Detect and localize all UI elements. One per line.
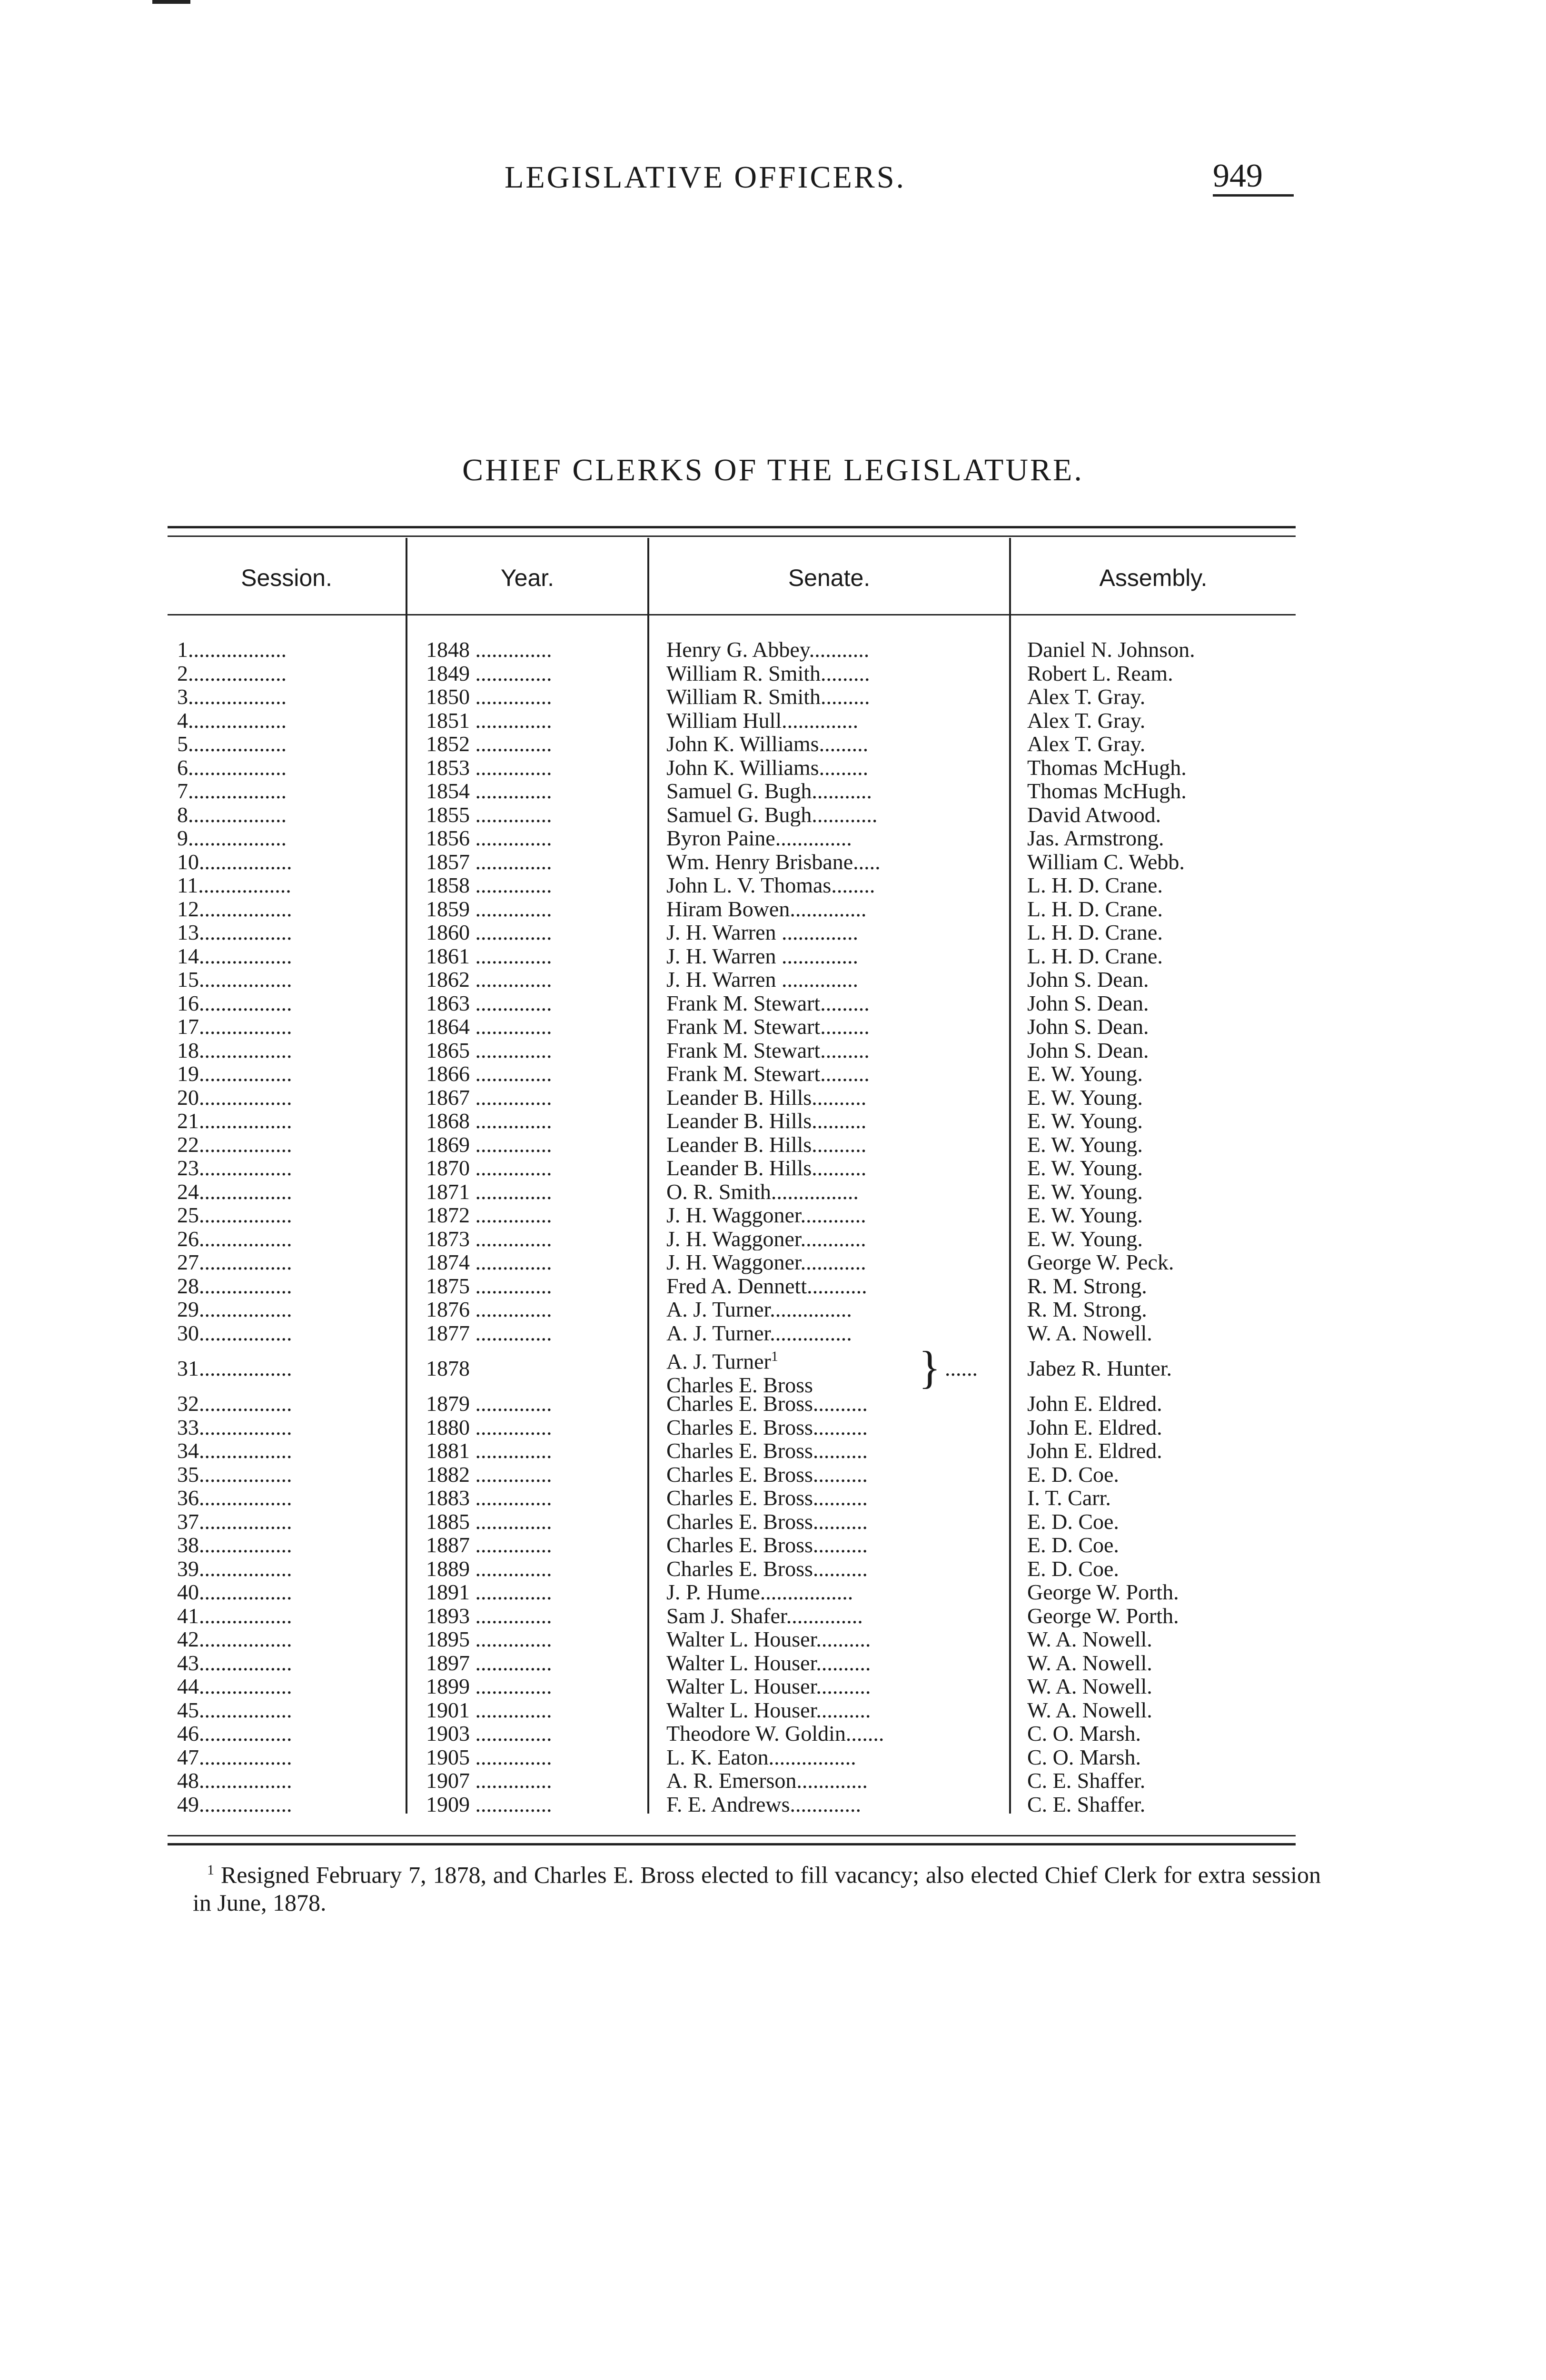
senate-cell: J. H. Warren .............. [666,921,858,944]
senate-cell: Frank M. Stewart......... [666,1062,870,1086]
assembly-cell: Alex T. Gray. [1027,732,1146,756]
session-cell: 12................. [177,897,292,921]
footnote [193,1856,1321,1916]
session-cell: 33................. [177,1415,292,1439]
year-cell: 1851 .............. [426,708,552,732]
assembly-cell: L. H. D. Crane. [1027,873,1163,897]
header-bottom-rule [168,614,1296,615]
year-cell: 1862 .............. [426,968,552,992]
assembly-cell: W. A. Nowell. [1027,1627,1152,1651]
senate-cell: Byron Paine.............. [666,826,852,850]
senate-cell: O. R. Smith................ [666,1180,859,1203]
assembly-cell: E. D. Coe. [1027,1509,1119,1533]
senate-cell: Wm. Henry Brisbane..... [666,850,881,873]
table-row [0,850,1546,874]
table-row [0,803,1546,827]
session-cell: 20................. [177,1085,292,1109]
assembly-cell: Daniel N. Johnson. [1027,638,1195,662]
session-cell: 1.................. [177,638,287,662]
table-row [0,992,1546,1015]
year-cell: 1875 .............. [426,1274,552,1298]
senate-cell: Fred A. Dennett........... [666,1274,867,1298]
assembly-cell: E. D. Coe. [1027,1533,1119,1557]
assembly-cell: Alex T. Gray. [1027,685,1146,709]
senate-cell: Leander B. Hills.......... [666,1085,867,1109]
senate-cell: F. E. Andrews............. [666,1792,862,1816]
table-row [0,1039,1546,1062]
year-cell: 1866 .............. [426,1062,552,1086]
assembly-cell: George W. Porth. [1027,1580,1179,1604]
year-cell: 1872 .............. [426,1203,552,1227]
table-row [0,1203,1546,1227]
senate-cell: Charles E. Bross.......... [666,1509,868,1533]
assembly-cell: L. H. D. Crane. [1027,921,1163,944]
session-cell: 48................. [177,1769,292,1793]
table-bottom-rule [168,1835,1296,1836]
senate-name-2: Charles E. Bross [666,1372,813,1397]
senate-cell: Walter L. Houser.......... [666,1651,871,1675]
session-cell: 46................. [177,1722,292,1745]
year-cell: 1850 .............. [426,685,552,709]
assembly-cell: E. W. Young. [1027,1132,1143,1156]
year-cell: 1869 .............. [426,1132,552,1156]
assembly-cell: John E. Eldred. [1027,1415,1162,1439]
senate-cell: Leander B. Hills.......... [666,1109,867,1133]
table-title: CHIEF CLERKS OF THE LEGISLATURE. [462,453,1084,487]
senate-cell: William R. Smith......... [666,685,870,709]
year-cell: 1909 .............. [426,1792,552,1816]
year-cell: 1861 .............. [426,944,552,968]
session-cell: 34................. [177,1439,292,1463]
top-margin-mark [152,0,190,4]
senate-cell: Walter L. Houser.......... [666,1698,871,1722]
session-cell: 47................. [177,1745,292,1769]
table-top-rule-2 [168,536,1296,537]
assembly-cell: E. D. Coe. [1027,1557,1119,1580]
assembly-cell: L. H. D. Crane. [1027,897,1163,921]
year-cell: 1865 .............. [426,1038,552,1062]
year-cell: 1889 .............. [426,1557,552,1580]
year-cell: 1903 .............. [426,1722,552,1745]
table-row [0,1227,1546,1251]
table-row [0,1321,1546,1345]
leader-dots: ...... [945,1356,978,1380]
session-cell: 29................. [177,1298,292,1321]
year-cell: 1848 .............. [426,638,552,662]
senate-cell: J. H. Warren .............. [666,968,858,992]
session-cell: 28................. [177,1274,292,1298]
assembly-cell: John S. Dean. [1027,1015,1149,1039]
session-cell: 24................. [177,1180,292,1203]
senate-cell: Charles E. Bross.......... [666,1462,868,1486]
senate-cell: Theodore W. Goldin....... [666,1722,884,1745]
year-cell: 1883 .............. [426,1486,552,1510]
year-cell: 1907 .............. [426,1769,552,1793]
column-header-senate: Senate. [788,565,871,591]
senate-cell: Frank M. Stewart......... [666,1038,870,1062]
year-cell: 1852 .............. [426,732,552,756]
session-cell: 37................. [177,1509,292,1533]
assembly-cell: C. O. Marsh. [1027,1745,1141,1769]
senate-cell: John L. V. Thomas........ [666,873,875,897]
session-cell: 49................. [177,1792,292,1816]
assembly-cell: John S. Dean. [1027,991,1149,1015]
year-cell: 1856 .............. [426,826,552,850]
senate-cell: Frank M. Stewart......... [666,1015,870,1039]
assembly-cell: C. E. Shaffer. [1027,1792,1146,1816]
assembly-cell: John S. Dean. [1027,968,1149,992]
table-row [0,662,1546,685]
year-cell: 1882 .............. [426,1462,552,1486]
table-row [0,944,1546,968]
table-bottom-rule-2 [168,1843,1296,1845]
assembly-cell: David Atwood. [1027,803,1161,826]
senate-cell: A. J. Turner............... [666,1298,852,1321]
senate-cell: J. P. Hume................. [666,1580,853,1604]
senate-cell: A. J. Turner............... [666,1321,852,1345]
year-cell: 1871 .............. [426,1180,552,1203]
senate-cell: Samuel G. Bugh............ [666,803,878,826]
year-cell: 1893 .............. [426,1604,552,1627]
column-header-session: Session. [241,565,332,591]
senate-cell: Leander B. Hills.......... [666,1132,867,1156]
year-cell: 1877 .............. [426,1321,552,1345]
assembly-cell: W. A. Nowell. [1027,1321,1152,1345]
page-number: 949 [1213,158,1263,194]
year-cell: 1855 .............. [426,803,552,826]
assembly-cell: E. W. Young. [1027,1203,1143,1227]
table-row [0,1463,1546,1487]
assembly-cell: Thomas McHugh. [1027,755,1187,779]
table-row [0,1745,1546,1769]
footnote-reference: 1 [771,1349,778,1364]
senate-cell: Hiram Bowen.............. [666,897,867,921]
session-cell: 41................. [177,1604,292,1627]
session-cell: 7.................. [177,779,287,803]
session-cell: 14................. [177,944,292,968]
senate-cell: Frank M. Stewart......... [666,991,870,1015]
year-cell: 1895 .............. [426,1627,552,1651]
senate-cell: A. R. Emerson............. [666,1769,868,1793]
senate-cell: Charles E. Bross.......... [666,1439,868,1463]
assembly-cell: E. W. Young. [1027,1085,1143,1109]
column-header-assembly: Assembly. [1099,565,1208,591]
year-cell: 1901 .............. [426,1698,552,1722]
table-row [0,873,1546,897]
table-row [0,732,1546,756]
session-cell: 38................. [177,1533,292,1557]
assembly-cell: George W. Porth. [1027,1604,1179,1627]
year-cell: 1863 .............. [426,991,552,1015]
senate-name: A. J. Turner [666,1349,771,1374]
session-cell: 9.................. [177,826,287,850]
year-cell: 1858 .............. [426,873,552,897]
senate-cell: William R. Smith......... [666,661,870,685]
year-cell: 1870 .............. [426,1156,552,1180]
session-cell: 30................. [177,1321,292,1345]
session-cell: 18................. [177,1038,292,1062]
session-cell: 11................. [177,873,291,897]
session-cell: 26................. [177,1227,292,1250]
table-row [0,1416,1546,1439]
assembly-cell: W. A. Nowell. [1027,1651,1152,1675]
session-cell: 8.................. [177,803,287,826]
senate-cell: William Hull.............. [666,708,859,732]
year-cell: 1864 .............. [426,1015,552,1039]
assembly-cell: Jas. Armstrong. [1027,826,1164,850]
session-cell: 2.................. [177,661,287,685]
table-row [0,1298,1546,1321]
session-cell: 39................. [177,1557,292,1580]
assembly-cell: C. O. Marsh. [1027,1722,1141,1745]
table-row [0,1510,1546,1534]
senate-cell: Charles E. Bross.......... [666,1415,868,1439]
table-row [0,1675,1546,1698]
table-row [0,1274,1546,1298]
year-cell: 1876 .............. [426,1298,552,1321]
year-cell: 1867 .............. [426,1085,552,1109]
assembly-cell: I. T. Carr. [1027,1486,1111,1510]
assembly-cell: E. W. Young. [1027,1227,1143,1250]
assembly-cell: E. W. Young. [1027,1156,1143,1180]
table-row [0,1604,1546,1628]
senate-cell: L. K. Eaton................ [666,1745,856,1769]
year-cell: 1881 .............. [426,1439,552,1463]
session-cell: 23................. [177,1156,292,1180]
year-cell: 1905 .............. [426,1745,552,1769]
table-row [0,1651,1546,1675]
assembly-cell: R. M. Strong. [1027,1298,1147,1321]
session-cell: 44................. [177,1675,292,1698]
assembly-cell: E. W. Young. [1027,1062,1143,1086]
year-cell: 1873 .............. [426,1227,552,1250]
senate-cell: J. H. Warren .............. [666,944,858,968]
year-cell: 1874 .............. [426,1250,552,1274]
session-cell: 32................. [177,1392,292,1416]
year-cell: 1897 .............. [426,1651,552,1675]
assembly-cell: R. M. Strong. [1027,1274,1147,1298]
table-row [0,1392,1546,1416]
assembly-cell: Thomas McHugh. [1027,779,1187,803]
senate-cell: John K. Williams......... [666,732,869,756]
senate-cell: John K. Williams......... [666,755,869,779]
assembly-cell: Alex T. Gray. [1027,708,1146,732]
year-cell: 1899 .............. [426,1675,552,1698]
assembly-cell: George W. Peck. [1027,1250,1174,1274]
year-cell: 1879 .............. [426,1392,552,1416]
footnote-text: Resigned February 7, 1878, and Charles E. Bross elected to fill vacancy; also elected Chief Clerk for extra session in June, 1878. [193,1861,1321,1916]
year-cell: 1857 .............. [426,850,552,873]
assembly-cell: E. W. Young. [1027,1109,1143,1133]
table-row [0,1086,1546,1110]
session-cell: 16................. [177,991,292,1015]
year-cell: 1849 .............. [426,661,552,685]
assembly-cell: Jabez R. Hunter. [1027,1357,1172,1380]
table-row [0,1250,1546,1274]
senate-cell: Henry G. Abbey........... [666,638,870,662]
table-row [0,968,1546,992]
table-row [0,1133,1546,1157]
table-row [0,1439,1546,1463]
session-cell: 27................. [177,1250,292,1274]
year-cell: 1860 .............. [426,921,552,944]
table-row [0,826,1546,850]
assembly-cell: E. D. Coe. [1027,1462,1119,1486]
table-row [0,1698,1546,1722]
running-head: LEGISLATIVE OFFICERS. [505,160,906,195]
session-cell: 42................. [177,1627,292,1651]
senate-cell: Charles E. Bross.......... [666,1486,868,1510]
footnote-marker: 1 [207,1862,214,1878]
session-cell: 10................. [177,850,292,873]
table-row [0,709,1546,733]
table-row [0,779,1546,803]
session-cell: 45................. [177,1698,292,1722]
table-row [0,638,1546,662]
year-cell: 1859 .............. [426,897,552,921]
senate-cell: Charles E. Bross.......... [666,1533,868,1557]
year-cell: 1880 .............. [426,1415,552,1439]
assembly-cell: William C. Webb. [1027,850,1185,873]
assembly-cell: John E. Eldred. [1027,1439,1162,1463]
senate-cell: Walter L. Houser.......... [666,1627,871,1651]
page-number-rule [1213,194,1294,197]
year-cell: 1885 .............. [426,1509,552,1533]
session-cell: 3.................. [177,685,287,709]
session-cell: 4.................. [177,708,287,732]
table-row [0,1722,1546,1745]
assembly-cell: John E. Eldred. [1027,1392,1162,1416]
senate-cell: Charles E. Bross.......... [666,1392,868,1416]
session-cell: 31................. [177,1357,292,1380]
senate-cell: Walter L. Houser.......... [666,1675,871,1698]
year-cell: 1891 .............. [426,1580,552,1604]
session-cell: 36................. [177,1486,292,1510]
year-cell: 1868 .............. [426,1109,552,1133]
assembly-cell: E. W. Young. [1027,1180,1143,1203]
assembly-cell: W. A. Nowell. [1027,1675,1152,1698]
session-cell: 15................. [177,968,292,992]
table-row [0,1557,1546,1581]
year-cell: 1853 .............. [426,755,552,779]
table-row [0,1580,1546,1604]
table-row [0,1109,1546,1133]
session-cell: 17................. [177,1015,292,1039]
brace-glyph: } [919,1342,941,1393]
session-cell: 6.................. [177,755,287,779]
table-top-rule [168,526,1296,528]
session-cell: 25................. [177,1203,292,1227]
table-row [0,1342,1546,1397]
senate-cell: Charles E. Bross.......... [666,1557,868,1580]
assembly-cell: Robert L. Ream. [1027,661,1173,685]
session-cell: 43................. [177,1651,292,1675]
assembly-cell: John S. Dean. [1027,1038,1149,1062]
table-row [0,1793,1546,1816]
table-row [0,1015,1546,1039]
session-cell: 5.................. [177,732,287,756]
year-cell: 1878 [426,1357,470,1380]
senate-cell: Samuel G. Bugh........... [666,779,872,803]
table-row [0,1627,1546,1651]
session-cell: 40................. [177,1580,292,1604]
session-cell: 13................. [177,921,292,944]
table-row [0,756,1546,780]
session-cell: 21................. [177,1109,292,1133]
column-header-year: Year. [500,565,555,591]
table-row [0,685,1546,709]
session-cell: 19................. [177,1062,292,1086]
table-row [0,921,1546,944]
assembly-cell: C. E. Shaffer. [1027,1769,1146,1793]
assembly-cell: W. A. Nowell. [1027,1698,1152,1722]
table-row [0,897,1546,921]
session-cell: 22................. [177,1132,292,1156]
senate-cell: J. H. Waggoner............ [666,1250,866,1274]
table-row [0,1180,1546,1204]
table-row [0,1486,1546,1510]
senate-cell: J. H. Waggoner............ [666,1203,866,1227]
senate-cell: Sam J. Shafer.............. [666,1604,863,1627]
table-row [0,1533,1546,1557]
session-cell: 35................. [177,1462,292,1486]
assembly-cell: L. H. D. Crane. [1027,944,1163,968]
senate-cell: Leander B. Hills.......... [666,1156,867,1180]
senate-cell: J. H. Waggoner............ [666,1227,866,1250]
table-row [0,1156,1546,1180]
year-cell: 1854 .............. [426,779,552,803]
table-body [0,638,1546,1816]
table-row [0,1062,1546,1086]
table-row [0,1769,1546,1793]
year-cell: 1887 .............. [426,1533,552,1557]
